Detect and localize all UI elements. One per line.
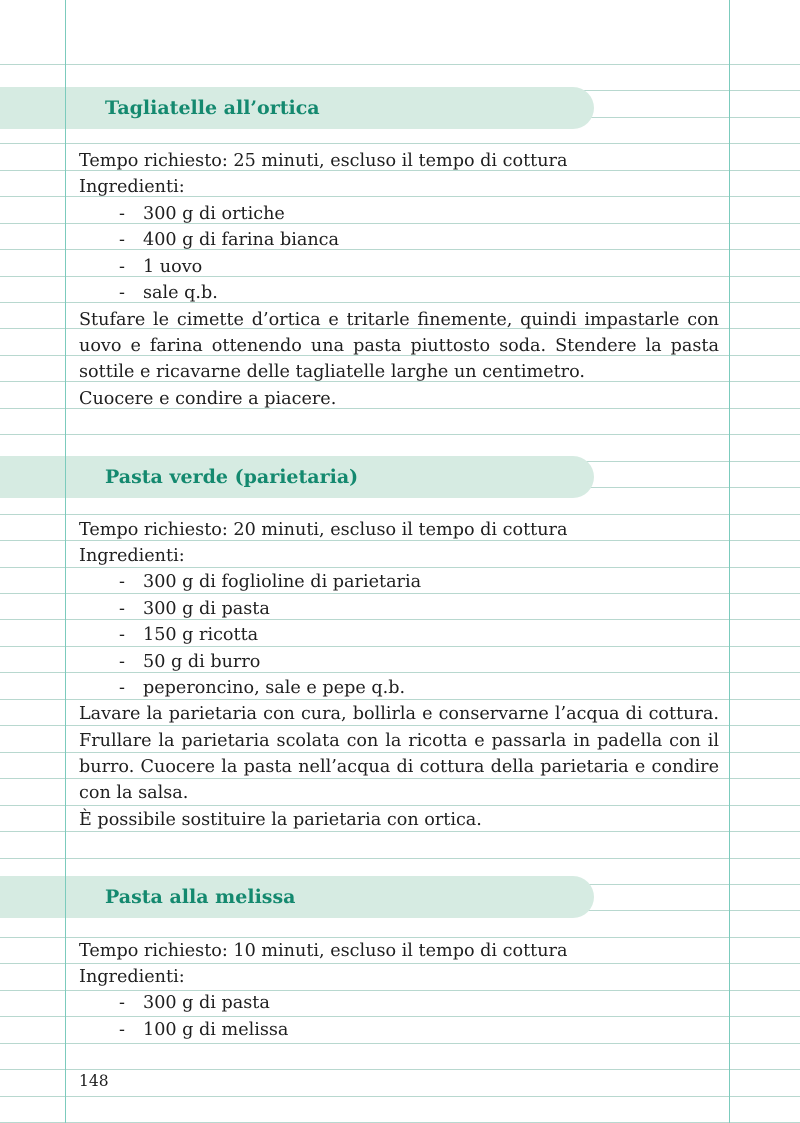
bullet: - xyxy=(119,257,125,277)
bullet: - xyxy=(119,230,125,250)
ingredient-item: 1 uovo xyxy=(143,257,203,277)
right-margin-line xyxy=(729,0,730,1123)
prep-time: Tempo richiesto: 20 minuti, escluso il tempo di cottura xyxy=(79,520,568,540)
recipe-title: Tagliatelle all’ortica xyxy=(105,97,320,119)
method-line: burro. Cuocere la pasta nell’acqua di cottura della parietaria e condire xyxy=(79,757,719,777)
ingredient-item: 300 g di pasta xyxy=(143,599,270,619)
bullet: - xyxy=(119,678,125,698)
bullet: - xyxy=(119,1020,125,1040)
ingredient-item: 400 g di farina bianca xyxy=(143,230,340,250)
ingredients-label: Ingredienti: xyxy=(79,177,185,197)
bullet: - xyxy=(119,572,125,592)
method-line: Stufare le cimette d’ortica e tritarle finemente, quindi impastarle con xyxy=(79,310,719,330)
ingredient-item: 300 g di foglioline di parietaria xyxy=(143,572,422,592)
ingredients-label: Ingredienti: xyxy=(79,967,185,987)
ingredients-label: Ingredienti: xyxy=(79,546,185,566)
method-line: Frullare la parietaria scolata con la ricotta e passarla in padella con il xyxy=(79,731,719,751)
bullet: - xyxy=(119,204,125,224)
method-line: sottile e ricavarne delle tagliatelle larghe un centimetro. xyxy=(79,362,585,382)
bullet: - xyxy=(119,283,125,303)
prep-time: Tempo richiesto: 25 minuti, escluso il tempo di cottura xyxy=(79,151,568,171)
prep-time: Tempo richiesto: 10 minuti, escluso il tempo di cottura xyxy=(79,941,568,961)
method-line: È possibile sostituire la parietaria con ortica. xyxy=(79,810,482,830)
method-line: uovo e farina ottenendo una pasta piuttosto soda. Stendere la pasta xyxy=(79,336,719,356)
bullet: - xyxy=(119,625,125,645)
page-number: 148 xyxy=(79,1072,109,1090)
recipe-title: Pasta alla melissa xyxy=(105,886,296,908)
ingredient-item: sale q.b. xyxy=(143,283,218,303)
bullet: - xyxy=(119,993,125,1013)
ingredient-item: peperoncino, sale e pepe q.b. xyxy=(143,678,406,698)
ingredient-item: 50 g di burro xyxy=(143,652,261,672)
ingredient-item: 300 g di ortiche xyxy=(143,204,285,224)
left-margin-line xyxy=(65,0,66,1123)
recipe-title: Pasta verde (parietaria) xyxy=(105,466,359,488)
title-band xyxy=(0,876,594,918)
method-line: Cuocere e condire a piacere. xyxy=(79,389,337,409)
ingredient-item: 300 g di pasta xyxy=(143,993,270,1013)
method-line: con la salsa. xyxy=(79,783,189,803)
ingredient-item: 150 g ricotta xyxy=(143,625,259,645)
method-line: Lavare la parietaria con cura, bollirla e conservarne l’acqua di cottura. xyxy=(79,704,719,724)
bullet: - xyxy=(119,599,125,619)
bullet: - xyxy=(119,652,125,672)
ingredient-item: 100 g di melissa xyxy=(143,1020,289,1040)
